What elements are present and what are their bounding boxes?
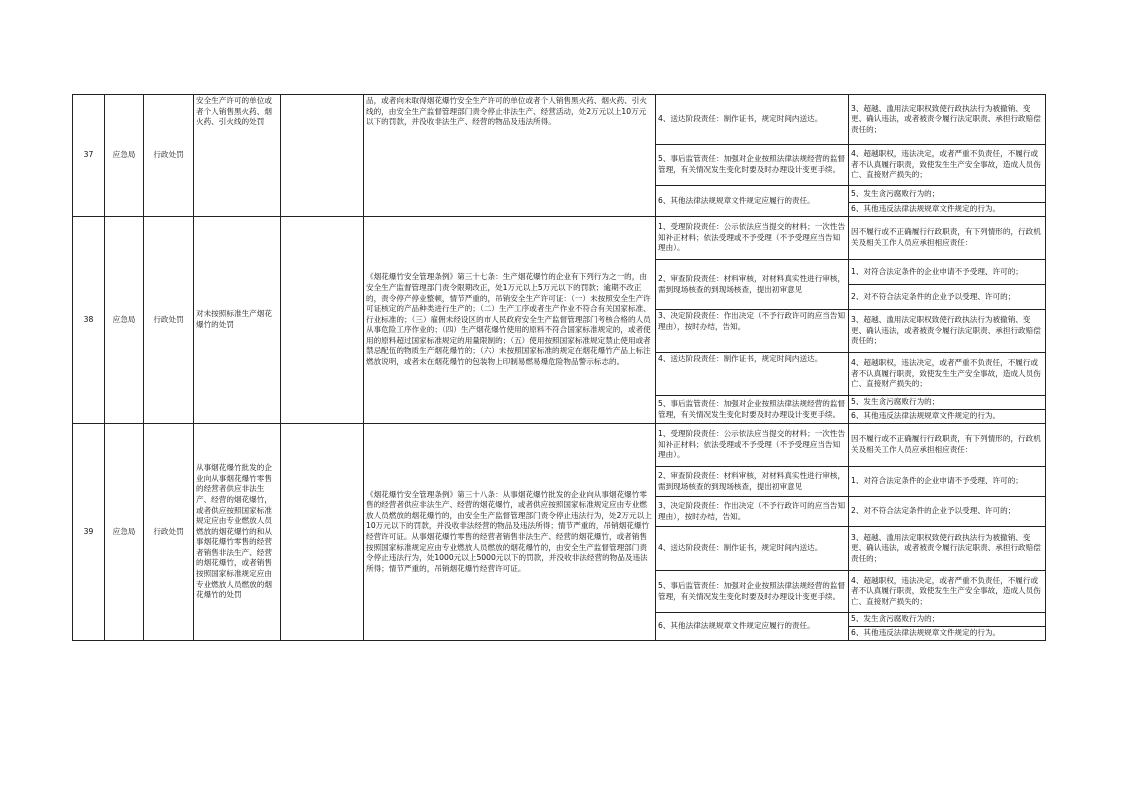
- accountability-cell: 3、超越、滥用法定职权致使行政执法行为被撤销、变更、确认违法，或者被责令履行法定职责、承担行政赔偿责任的；: [849, 527, 1046, 571]
- duty-cell: 6、其他法律法规规章文件规定应履行的责任。: [656, 186, 849, 217]
- duty-cell: 5、事后监管责任：加强对企业按照法律法规经营的监督管理，有关情况发生变化时要及时办理设计变更手续。: [656, 571, 849, 613]
- accountability-cell: 4、超越职权，违法决定，或者严重不负责任，不履行或者不认真履行职责，致使发生生产安全事故，造成人员伤亡、直接财产损失的；: [849, 145, 1046, 186]
- power-type-cell: 行政处罚: [144, 217, 194, 424]
- item-name-cell: 对未按照标准生产烟花爆竹的处罚: [194, 217, 281, 424]
- item-name-cell: 从事烟花爆竹批发的企业向从事烟花爆竹零售的经营者供应非法生产、经营的烟花爆竹，或者供应按照国家标准规定应由专业燃放人员燃放的烟花爆竹的和从事烟花爆竹零售的经营者销售非法生产、经营的烟花爆竹，或者销售按照国家标准规定应由专业燃放人员燃放的烟花爆竹的处罚: [194, 424, 281, 641]
- power-list-table: [72, 94, 1046, 641]
- legal-basis-cell: 《烟花爆竹安全管理条例》第三十七条：生产烟花爆竹的企业有下列行为之一的，由安全生产监督管理部门责令限期改正，处1万元以上5万元以下的罚款；逾期不改正的，责令停产停业整顿，情节严重的，吊销安全生产许可证：（一）未按照安全生产许可证核定的产品种类进行生产的；（二）生产工序或者生产作业不符合有关国家标准、行业标准的；（三）雇佣未经设区的市人民政府安全生产监督管理部门考核合格的人员从事危险工序作业的；（四）生产烟花爆竹使用的原料不符合国家标准规定的，或者使用的原料超过国家标准规定的用量限制的；（五）使用按照国家标准规定禁止使用或者禁忌配伍的物质生产烟花爆竹的；（六）未按照国家标准的规定在烟花爆竹产品上标注燃放说明，或者未在烟花爆竹的包装物上印制易燃易爆危险物品警示标志的。: [364, 217, 656, 424]
- duty-cell: 4、送达阶段责任：制作证书，规定时间内送达。: [656, 353, 849, 396]
- accountability-cell: 4、超越职权，违法决定，或者严重不负责任，不履行或者不认真履行职责，致使发生生产安全事故，造成人员伤亡、直接财产损失的；: [849, 571, 1046, 613]
- sub-item-cell: [281, 217, 364, 424]
- legal-basis-cell: 《烟花爆竹安全管理条例》第三十八条：从事烟花爆竹批发的企业向从事烟花爆竹零售的经营者供应非法生产、经营的烟花爆竹，或者供应按照国家标准规定应由专业燃放人员燃放的烟花爆竹的，由安全生产监督管理部门责令停止违法行为，处2万元以上10万元以下的罚款，并没收非法经营的物品及违法所得；情节严重的，吊销烟花爆竹经营许可证。从事烟花爆竹零售的经营者销售非法生产、经营的烟花爆竹，或者销售按照国家标准规定应由专业燃放人员燃放的烟花爆竹的，由安全生产监督管理部门责令停止违法行为，处1000元以上5000元以下的罚款，并没收非法经营的物品及违法所得；情节严重的，吊销烟花爆竹经营许可证。: [364, 424, 656, 641]
- accountability-cell: 6、其他违反法律法规规章文件规定的行为。: [849, 627, 1046, 641]
- department-cell: 应急局: [105, 424, 144, 641]
- duty-cell: 2、审查阶段责任：材料审核，对材料真实性进行审核，需到现场核查的到现场核查，提出初审意见: [656, 467, 849, 497]
- table-row: [73, 95, 1046, 145]
- duty-cell: 4、送达阶段责任：制作证书，规定时间内送达。: [656, 527, 849, 571]
- legal-basis-cell: 品，或者向未取得烟花爆竹安全生产许可的单位或者个人销售黑火药、烟火药、引火线的，由安全生产监督管理部门责令停止非法生产、经营活动，处2万元以上10万元以下的罚款，并没收非法生产、经营的物品及违法所得。: [364, 95, 656, 217]
- sub-item-cell: [281, 95, 364, 217]
- duty-cell: 4、送达阶段责任：制作证书，规定时间内送达。: [656, 95, 849, 145]
- sub-item-cell: [281, 424, 364, 641]
- accountability-cell: 4、超越职权，违法决定，或者严重不负责任，不履行或者不认真履行职责，致使发生生产安全事故，造成人员伤亡、直接财产损失的；: [849, 353, 1046, 396]
- duty-cell: 1、受理阶段责任：公示依法应当提交的材料；一次性告知补正材料；依法受理或不予受理（不予受理应当告知理由）。: [656, 217, 849, 260]
- power-type-cell: 行政处罚: [144, 95, 194, 217]
- item-name-cell: 安全生产许可的单位或者个人销售黑火药、烟火药、引火线的处罚: [194, 95, 281, 217]
- department-cell: 应急局: [105, 217, 144, 424]
- row-number: 38: [73, 217, 105, 424]
- table-row: [73, 217, 1046, 260]
- accountability-cell: 5、发生贪污腐败行为的；: [849, 186, 1046, 203]
- accountability-cell: 2、对不符合法定条件的企业予以受理、许可的；: [849, 497, 1046, 527]
- department-cell: 应急局: [105, 95, 144, 217]
- row-number: 37: [73, 95, 105, 217]
- accountability-cell: 6、其他违反法律法规规章文件规定的行为。: [849, 410, 1046, 424]
- row-number: 39: [73, 424, 105, 641]
- accountability-cell: 因不履行或不正确履行行政职责，有下列情形的，行政机关及相关工作人员应承担相应责任：: [849, 217, 1046, 260]
- accountability-cell: 3、超越、滥用法定职权致使行政执法行为被撤销、变更、确认违法，或者被责令履行法定职责、承担行政赔偿责任的；: [849, 95, 1046, 145]
- duty-cell: 2、审查阶段责任：材料审核，对材料真实性进行审核，需到现场核查的到现场核查，提出初审意见: [656, 260, 849, 310]
- power-type-cell: 行政处罚: [144, 424, 194, 641]
- accountability-cell: 1、对符合法定条件的企业申请不予受理、许可的；: [849, 260, 1046, 285]
- duty-cell: 5、事后监管责任：加强对企业按照法律法规经营的监督管理，有关情况发生变化时要及时办理设计变更手续。: [656, 145, 849, 186]
- duty-cell: 3、决定阶段责任：作出决定（不予行政许可的应当告知理由），按时办结，告知。: [656, 310, 849, 353]
- table-row: [73, 424, 1046, 467]
- duty-cell: 1、受理阶段责任：公示依法应当提交的材料；一次性告知补正材料；依法受理或不予受理（不予受理应当告知理由）。: [656, 424, 849, 467]
- accountability-cell: 5、发生贪污腐败行为的；: [849, 396, 1046, 410]
- duty-cell: 3、决定阶段责任：作出决定（不予行政许可的应当告知理由），按时办结，告知。: [656, 497, 849, 527]
- accountability-cell: 5、发生贪污腐败行为的；: [849, 613, 1046, 627]
- duty-cell: 5、事后监管责任：加强对企业按照法律法规经营的监督管理，有关情况发生变化时要及时办理设计变更手续。: [656, 396, 849, 424]
- duty-cell: 6、其他法律法规规章文件规定应履行的责任。: [656, 613, 849, 641]
- accountability-cell: 2、对不符合法定条件的企业予以受理、许可的；: [849, 285, 1046, 310]
- accountability-cell: 6、其他违反法律法规规章文件规定的行为。: [849, 203, 1046, 217]
- accountability-cell: 因不履行或不正确履行行政职责，有下列情形的，行政机关及相关工作人员应承担相应责任：: [849, 424, 1046, 467]
- accountability-cell: 3、超越、滥用法定职权致使行政执法行为被撤销、变更、确认违法，或者被责令履行法定职责、承担行政赔偿责任的；: [849, 310, 1046, 353]
- accountability-cell: 1、对符合法定条件的企业申请不予受理、许可的；: [849, 467, 1046, 497]
